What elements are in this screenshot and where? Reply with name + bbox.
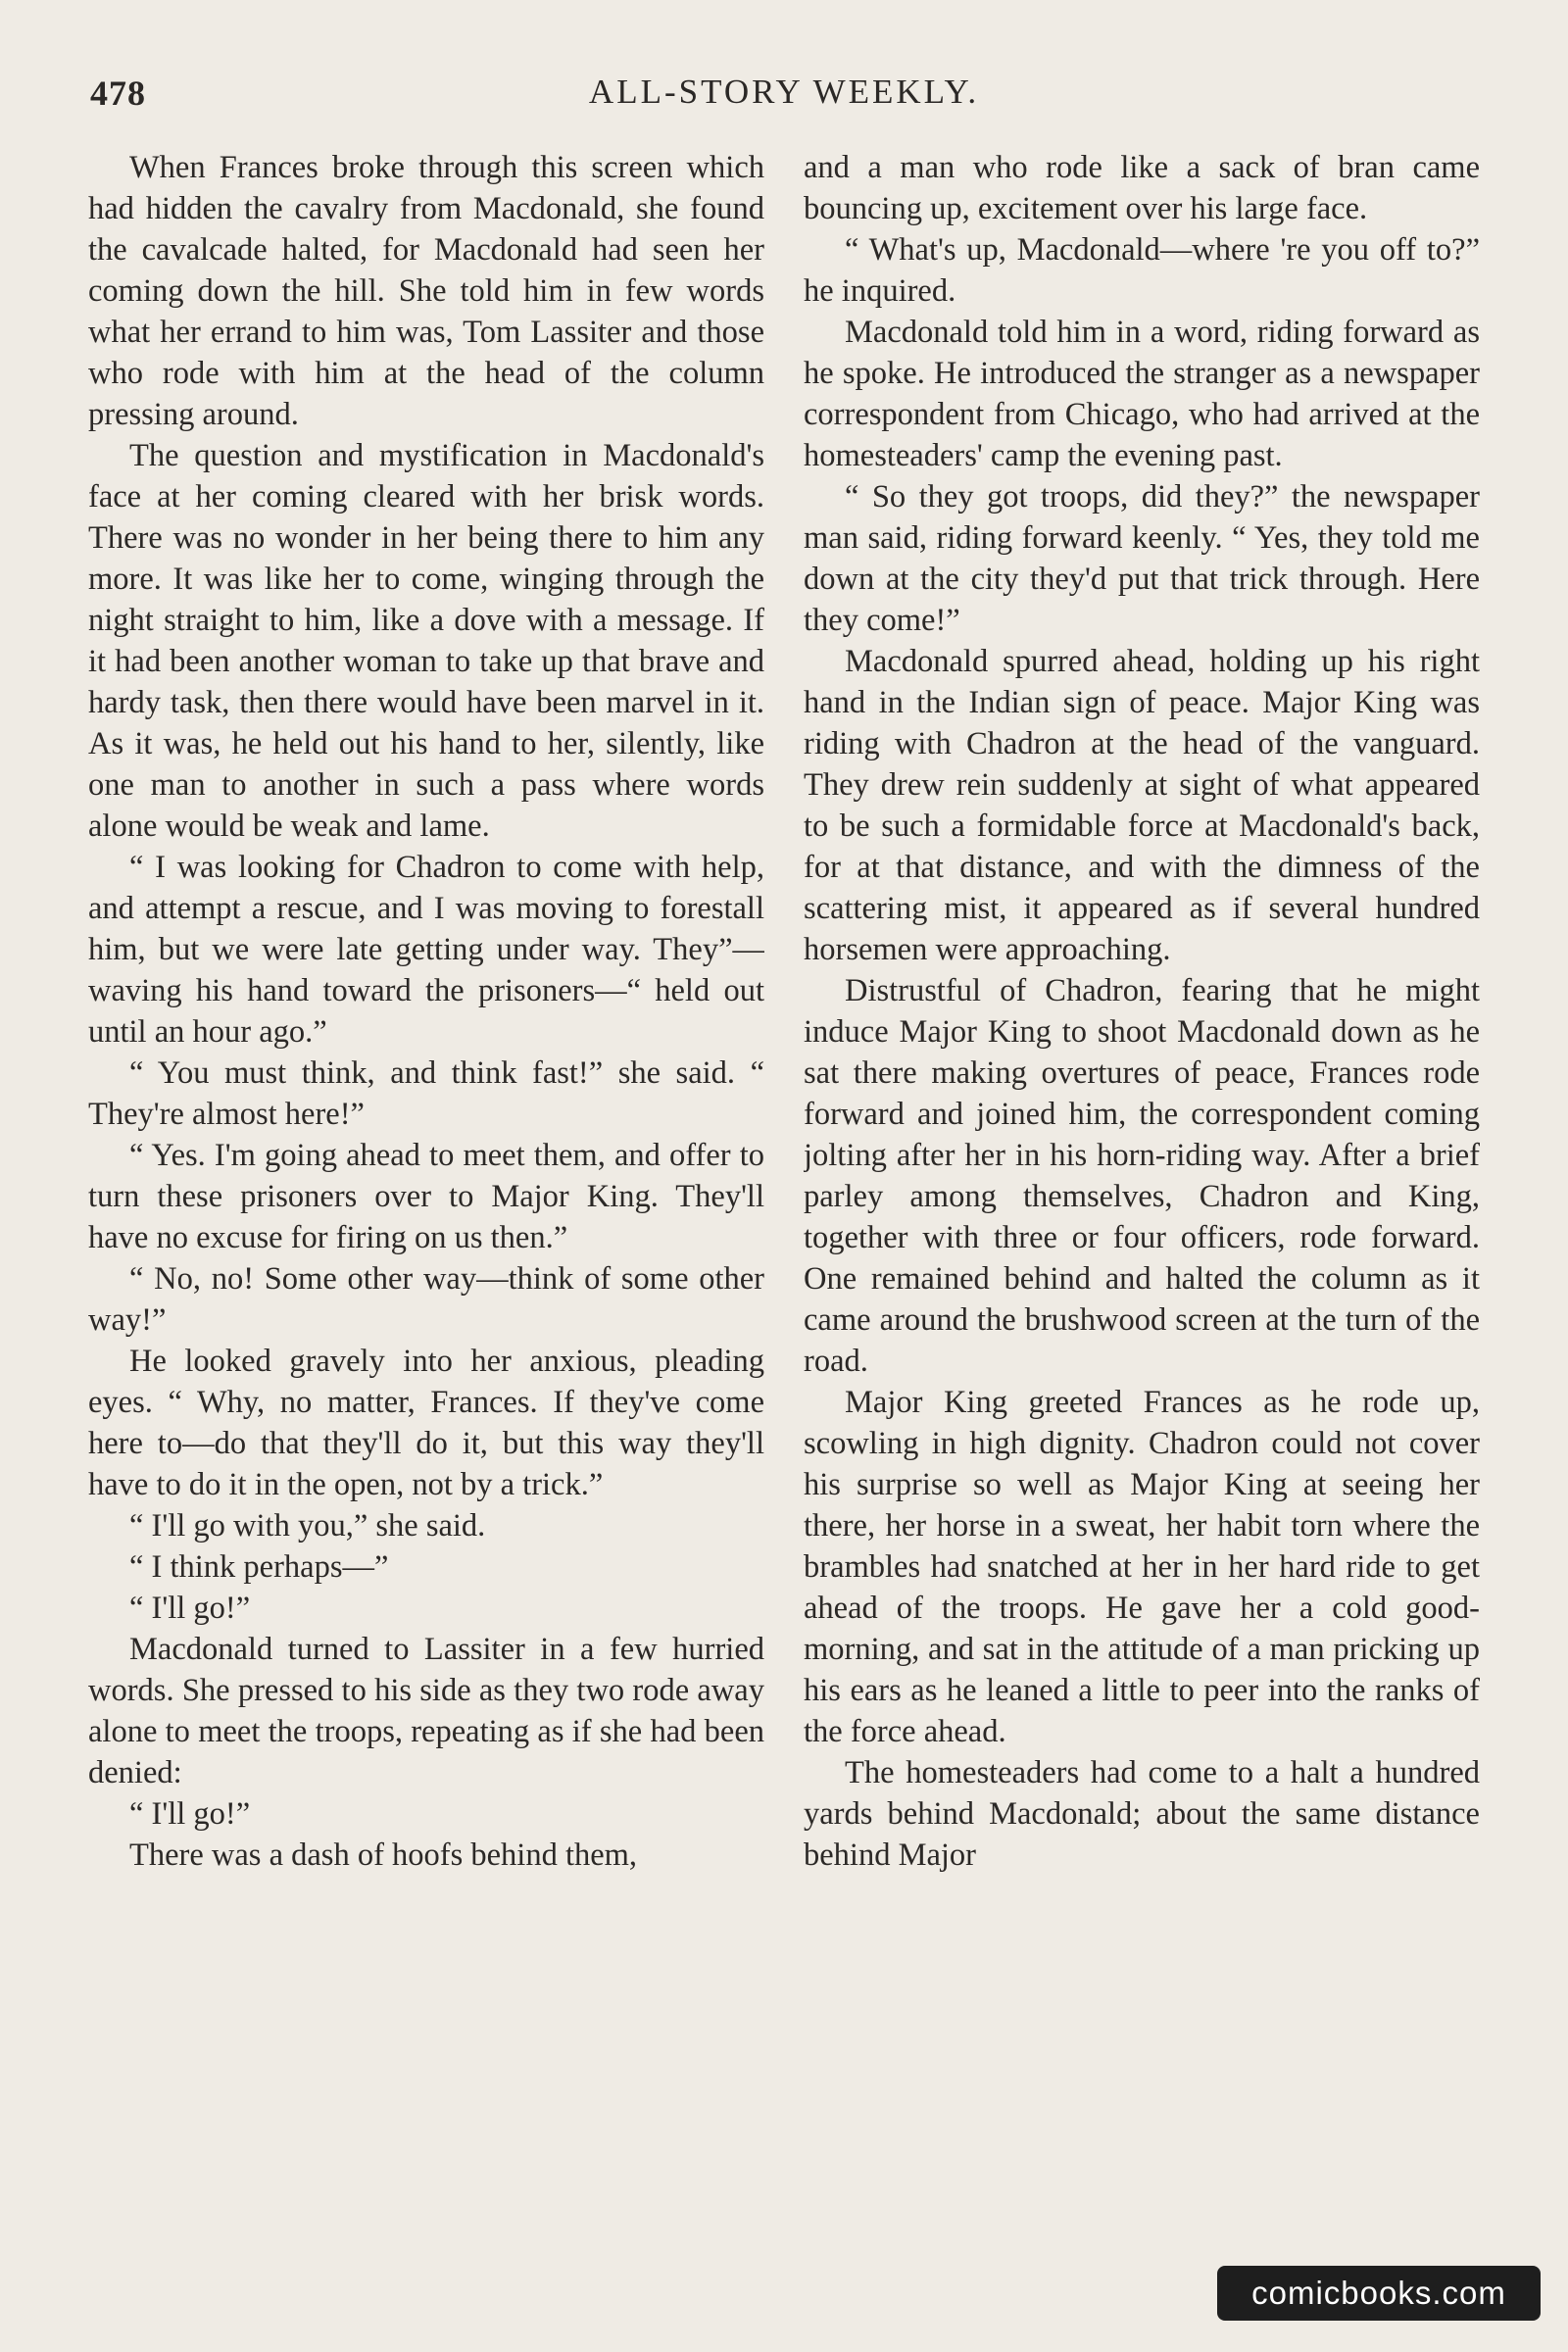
paragraph: “ No, no! Some other way—think of some other way!”: [88, 1261, 764, 1338]
paragraph: “ I think perhaps—”: [129, 1549, 389, 1585]
paragraph: Major King greeted Frances as he rode up, scowling in high dignity. Chadron could not cover his surprise so well as Major King at seeing her there, her horse in a sweat, her habit torn where the brambles had snatched at her in her hard ride to get ahead of the troops. He gave her a cold good-morning, and sat in the attitude of a man pricking up his ears as he leaned a little to peer into the ranks of the force ahead.: [804, 1385, 1480, 1749]
right-column: [804, 147, 1480, 2278]
paragraph: “ I'll go with you,” she said.: [129, 1508, 486, 1544]
paragraph: “ So they got troops, did they?” the newspaper man said, riding forward keenly. “ Yes, they told me down at the city they'd put that trick through. Here they come!”: [804, 479, 1480, 638]
paragraph: There was a dash of hoofs behind them,: [129, 1838, 638, 1873]
left-column: [88, 147, 764, 2278]
paragraph: “ Yes. I'm going ahead to meet them, and offer to turn these prisoners over to Major King. They'll have no excuse for firing on us then.”: [88, 1138, 764, 1255]
paragraph: He looked gravely into her anxious, pleading eyes. “ Why, no matter, Frances. If they've come here to—do that they'll do it, but this way they'll have to do it in the open, not by a trick.”: [88, 1344, 764, 1502]
page-number: 478: [90, 74, 146, 113]
paragraph: “ I was looking for Chadron to come with help, and attempt a rescue, and I was moving to forestall him, but we were late getting under way. They”—waving his hand toward the prisoners—“ held out until an hour ago.”: [88, 850, 764, 1050]
text-columns: [88, 147, 1480, 2278]
paragraph: When Frances broke through this screen which had hidden the cavalry from Macdonald, she found the cavalcade halted, for Macdonald had seen her coming down the hill. She told him in few words what her errand to him was, Tom Lassiter and those who rode with him at the head of the column pressing around.: [88, 150, 764, 432]
paragraph: Distrustful of Chadron, fearing that he might induce Major King to shoot Macdonald down as he sat there making overtures of peace, Frances rode forward and joined him, the correspondent coming jolting after her in his horn-riding way. After a brief parley among themselves, Chadron and King, together with three or four officers, rode forward. One remained behind and halted the column as it came around the brushwood screen at the turn of the road.: [804, 973, 1480, 1379]
paragraph: Macdonald turned to Lassiter in a few hurried words. She pressed to his side as they two rode away alone to meet the troops, repeating as if she had been denied:: [88, 1632, 764, 1790]
paragraph: “ I'll go!”: [129, 1796, 251, 1832]
paragraph: “ I'll go!”: [129, 1591, 251, 1626]
paragraph: “ What's up, Macdonald—where 're you off to?” he inquired.: [804, 232, 1480, 309]
site-watermark: comicbooks.com: [1217, 2266, 1541, 2321]
page-header: [90, 73, 1478, 122]
paragraph: The question and mystification in Macdonald's face at her coming cleared with her brisk words. There was no wonder in her being there to him any more. It was like her to come, winging through the night straight to him, like a dove with a message. If it had been another woman to take up that brave and hardy task, then there would have been marvel in it. As it was, he held out his hand to her, silently, like one man to another in such a pass where words alone would be weak and lame.: [88, 438, 764, 844]
paragraph-continuation: and a man who rode like a sack of bran came bouncing up, excitement over his large face.: [804, 150, 1480, 226]
paragraph: Macdonald told him in a word, riding forward as he spoke. He introduced the stranger as a newspaper correspondent from Chicago, who had arrived at the homesteaders' camp the evening past.: [804, 315, 1480, 473]
paragraph: “ You must think, and think fast!” she said. “ They're almost here!”: [88, 1055, 764, 1132]
paragraph: The homesteaders had come to a halt a hundred yards behind Macdonald; about the same distance behind Major: [804, 1755, 1480, 1873]
running-title: ALL-STORY WEEKLY.: [588, 73, 980, 111]
paragraph: Macdonald spurred ahead, holding up his right hand in the Indian sign of peace. Major King was riding with Chadron at the head of the vanguard. They drew rein suddenly at sight of what appeared to be such a formidable force at Macdonald's back, for at that distance, and with the dimness of the scattering mist, it appeared as if several hundred horsemen were approaching.: [804, 644, 1480, 967]
